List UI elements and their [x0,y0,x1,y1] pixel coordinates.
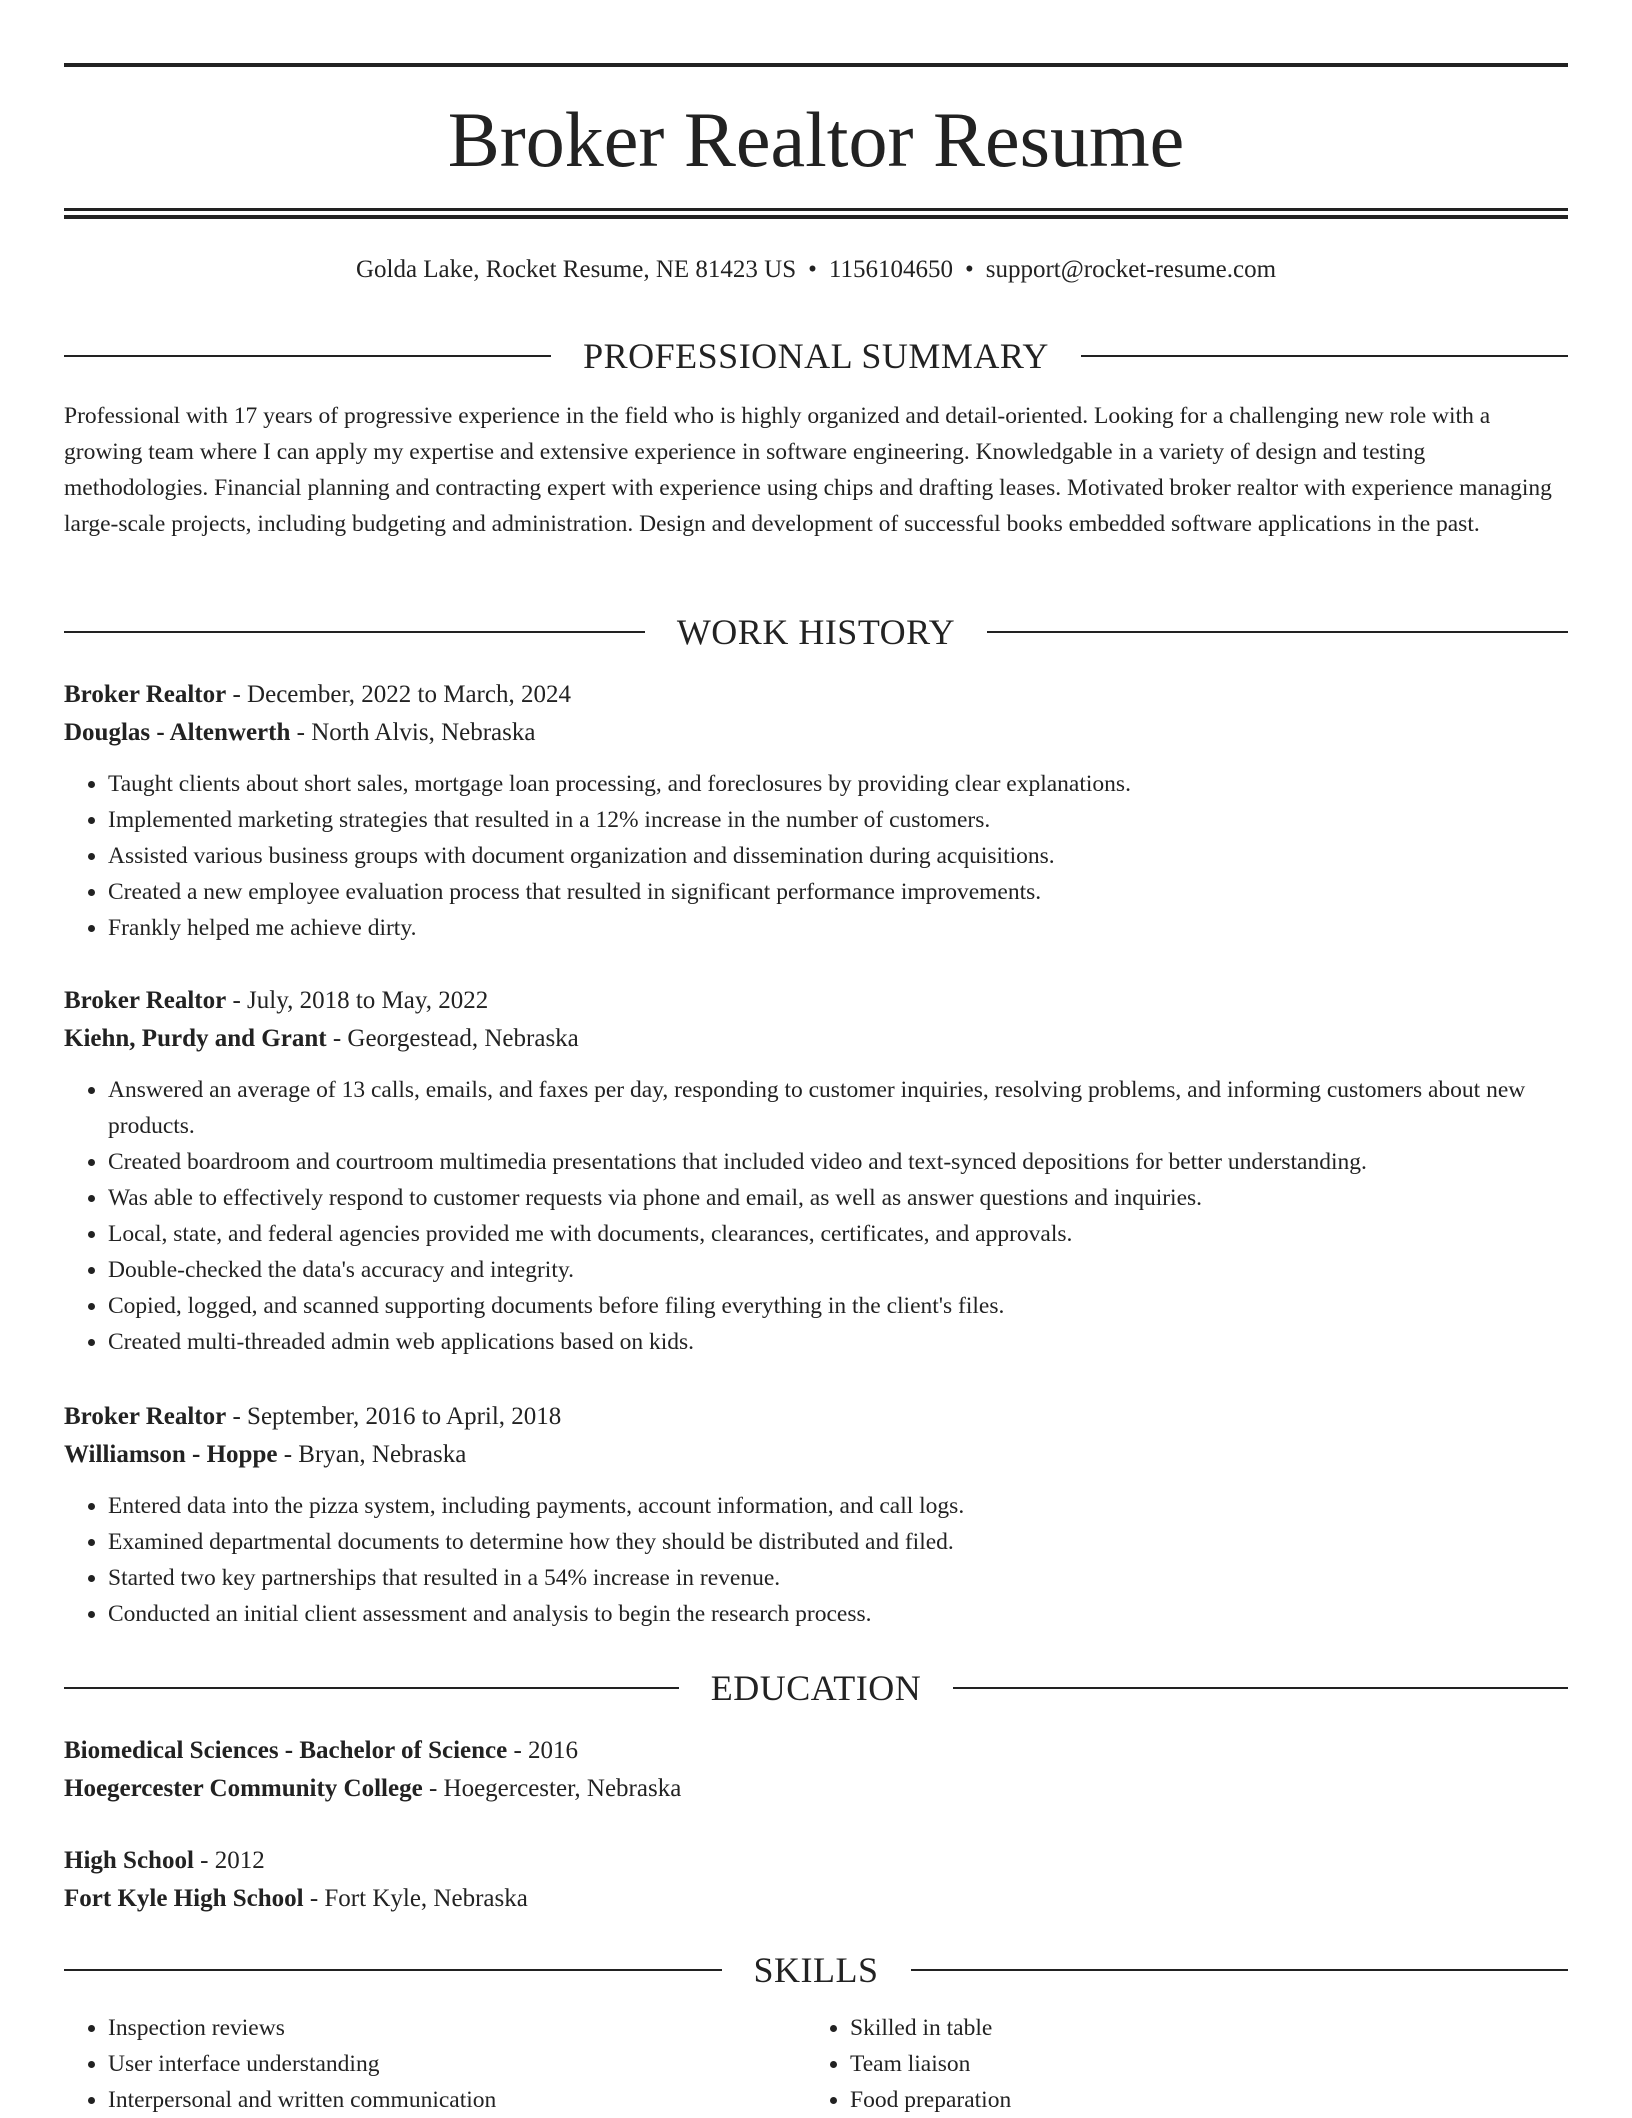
list-item: • Implemented marketing strategies that resulted in a 12% increase in the number of customers. [108,802,1568,838]
section-title: SKILLS [753,1950,879,1990]
education-school: Fort Kyle High School [64,1885,304,1912]
job-entry [64,676,1568,946]
list-item: • Conducted an initial client assessment and analysis to begin the research process. [108,1596,1568,1632]
section-title: PROFESSIONAL SUMMARY [583,336,1049,376]
list-item: • Double-checked the data's accuracy and integrity. [108,1252,1568,1288]
job-entry [64,982,1568,1360]
heading-rule [911,1969,1569,1971]
heading-rule [64,631,645,633]
job-title-line [64,676,1568,714]
job-bullets [64,1488,1568,1632]
list-item: • Created multi-threaded admin web applications based on kids. [108,1324,1568,1360]
education-school: Hoegercester Community College [64,1775,423,1802]
job-location: - Bryan, Nebraska [277,1441,467,1468]
skills-list [64,2010,1568,2118]
list-item: • Answered an average of 13 calls, emails, and faxes per day, responding to customer inquiries, resolving problems, and informing customers about new products. [108,1072,1568,1144]
job-dates: - September, 2016 to April, 2018 [226,1403,562,1430]
list-item: • Interpersonal and written communication [108,2082,806,2118]
heading-rule [1081,355,1568,357]
job-title: Broker Realtor [64,987,227,1014]
education-degree: Biomedical Sciences - Bachelor of Science [64,1737,508,1764]
education-entry [64,1732,1568,1808]
job-company: Williamson - Hoppe [64,1441,278,1468]
summary-text: Professional with 17 years of progressive experience in the field who is highly organized and detail-oriented. Looking for a challenging new role with a growing team where I can apply my expertise and extensive experience in software engineering. Knowledgable in a variety of design and testing methodologies. Financial planning and contracting expert with experience using chips and drafting leases. Motivated broker realtor with experience managing large-scale projects, including budgeting and administration. Design and development of successful books embedded software applications in the past. [64,403,1552,537]
job-location: - Georgestead, Nebraska [326,1025,579,1052]
list-item: • Copied, logged, and scanned supporting documents before filing everything in the client's files. [108,1288,1568,1324]
section-heading-education [64,1666,1568,1710]
list-item: • Assisted various business groups with document organization and dissemination during acquisitions. [108,838,1568,874]
list-item: • Entered data into the pizza system, including payments, account information, and call logs. [108,1488,1568,1524]
section-heading-skills [64,1948,1568,1992]
heading-rule [64,1687,679,1689]
education-entry [64,1842,1568,1918]
job-bullets [64,1072,1568,1360]
contact-separator: • [964,256,974,283]
list-item: • Skilled in table [850,2010,1548,2046]
job-title: Broker Realtor [64,1403,227,1430]
education-location: - Hoegercester, Nebraska [422,1775,682,1802]
list-item: • Was able to effectively respond to customer requests via phone and email, as well as answer questions and inquiries. [108,1180,1568,1216]
job-title: Broker Realtor [64,681,227,708]
education-year: - 2012 [193,1847,265,1874]
education-degree: High School [64,1847,194,1874]
skills-column-left [64,2010,806,2118]
contact-separator: • [808,256,817,283]
contact-email: support@rocket-resume.com [985,256,1277,283]
education-degree-line [64,1842,1568,1880]
job-title-line [64,982,1568,1020]
job-company: Douglas - Altenwerth [64,719,291,746]
heading-rule [64,355,551,357]
section-heading-summary [64,334,1568,378]
education-school-line [64,1770,1568,1808]
education-year: - 2016 [507,1737,579,1764]
list-item: • Inspection reviews [108,2010,806,2046]
job-bullets [64,766,1568,946]
skills-column-right [806,2010,1548,2118]
education-degree-line [64,1732,1568,1770]
list-item: • Started two key partnerships that resulted in a 54% increase in revenue. [108,1560,1568,1596]
contact-line [64,254,1568,286]
contact-phone: 1156104650 [828,256,953,283]
job-dates: - December, 2022 to March, 2024 [226,681,571,708]
education-location: - Fort Kyle, Nebraska [303,1885,528,1912]
job-company-line [64,714,1568,752]
list-item: • User interface understanding [108,2046,806,2082]
heading-rule [953,1687,1568,1689]
list-item: • Examined departmental documents to determine how they should be distributed and filed. [108,1524,1568,1560]
contact-address: Golda Lake, Rocket Resume, NE 81423 US [355,256,797,283]
job-company-line [64,1020,1568,1058]
section-title: EDUCATION [710,1668,922,1708]
job-company-line [64,1436,1568,1474]
list-item: • Taught clients about short sales, mortgage loan processing, and foreclosures by providing clear explanations. [108,766,1568,802]
list-item: • Local, state, and federal agencies provided me with documents, clearances, certificates, and approvals. [108,1216,1568,1252]
list-item: • Team liaison [850,2046,1548,2082]
list-item: • Food preparation [850,2082,1548,2118]
title-rule-lower [64,215,1568,219]
heading-rule [987,631,1568,633]
job-company: Kiehn, Purdy and Grant [64,1025,327,1052]
job-dates: - July, 2018 to May, 2022 [226,987,489,1014]
education-school-line [64,1880,1568,1918]
resume-title: Broker Realtor Resume [447,96,1185,183]
section-title: WORK HISTORY [676,612,956,652]
top-rule [64,63,1568,67]
job-location: - North Alvis, Nebraska [290,719,536,746]
heading-rule [64,1969,722,1971]
title-rule-upper [64,208,1568,211]
job-title-line [64,1398,1568,1436]
list-item: • Created boardroom and courtroom multimedia presentations that included video and text-synced depositions for better understanding. [108,1144,1568,1180]
list-item: • Frankly helped me achieve dirty. [108,910,1568,946]
list-item: • Created a new employee evaluation process that resulted in significant performance improvements. [108,874,1568,910]
job-entry [64,1398,1568,1632]
section-heading-work-history [64,610,1568,654]
